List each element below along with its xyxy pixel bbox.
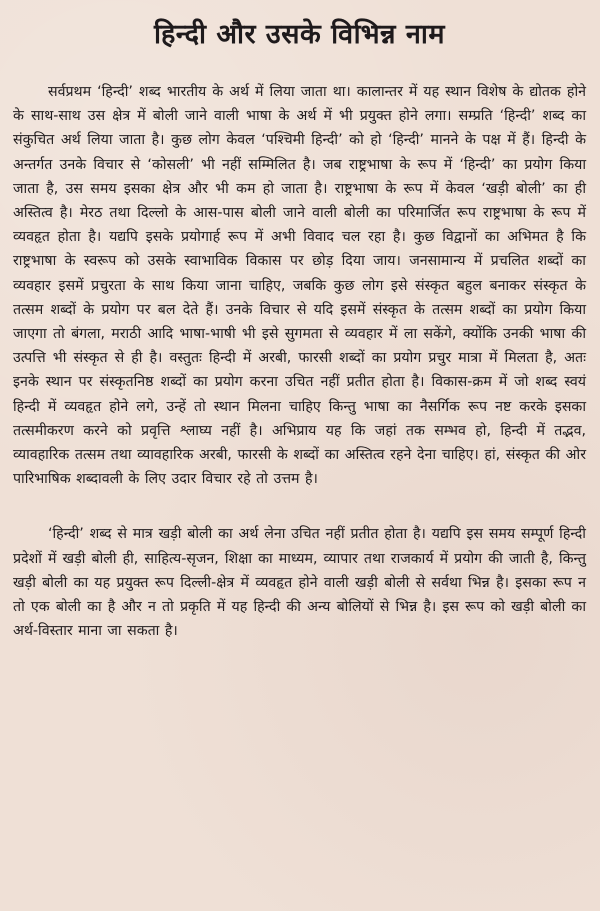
paragraph-2: ‘हिन्दी’ शब्द से मात्र खड़ी बोली का अर्थ लेना उचित नहीं प्रतीत होता है। यद्यपि इस समय सम्पूर्ण हिन्दी प्रदेशों में खड़ी बोली ही, साहित्य-सृजन, शिक्षा का माध्यम, व्यापार तथा राजकार्य में प्रयोग की जाती है, किन्तु खड़ी बोली का यह प्रयुक्त रूप दिल्ली-क्षेत्र में व्यवहृत होने वाली खड़ी बोली से सर्वथा भिन्न है। इसका रूप न तो एक बोली का है और न तो प्रकृति में यह हिन्दी की अन्य बोलियों से भिन्न है। इस रूप को खड़ी बोली का अर्थ-विस्तार माना जा सकता है। [13,526,586,640]
paragraph-1: सर्वप्रथम ‘हिन्दी’ शब्द भारतीय के अर्थ में लिया जाता था। कालान्तर में यह स्थान विशेष के द्योतक होने के साथ-साथ उस क्षेत्र में बोली जाने वाली भाषा के अर्थ में भी प्रयुक्त होने लगा। सम्प्रति ‘हिन्दी’ शब्द का संकुचित अर्थ लिया जाता है। कुछ लोग केवल ‘पश्चिमी हिन्दी’ को हो ‘हिन्दी’ मानने के पक्ष में हैं। हिन्दी के अन्तर्गत उनके विचार से ‘कोसली’ भी नहीं सम्मिलित है। जब राष्ट्रभाषा के रूप में ‘हिन्दी’ का प्रयोग किया जाता है, उस समय इसका क्षेत्र और भी कम हो जाता है। राष्ट्रभाषा के रूप में केवल ‘खड़ी बोली’ का ही अस्तित्व है। मेरठ तथा दिल्लो के आस-पास बोली जाने वाली बोली का परिमार्जित रूप राष्ट्रभाषा के रूप में व्यवहृत होता है। यद्यपि इसके प्रयोगार्ह रूप में अभी विवाद चल रहा है। कुछ विद्वानों का अभिमत है कि राष्ट्रभाषा के स्वरूप को उसके स्वाभाविक विकास पर छोड़ दिया जाय। जनसामान्य में प्रचलित शब्दों का व्यवहार इसमें प्रचुरता के साथ किया जाना चाहिए, जबकि कुछ लोग इसे संस्कृत बहुल बनाकर संस्कृत के तत्सम शब्दों के प्रयोग पर बल देते हैं। उनके विचार से यदि इसमें संस्कृत के तत्सम शब्दों का प्रयोग किया जाएगा तो बंगला, मराठी आदि भाषा-भाषी भी इसे सुगमता से व्यवहार में ला सकेंगे, क्योंकि उनकी भाषा की उत्पत्ति भी संस्कृत से ही है। वस्तुतः हिन्दी में अरबी, फारसी शब्दों का प्रयोग प्रचुर मात्रा में मिलता है, अतः इनके स्थान पर संस्कृतनिष्ठ शब्दों का प्रयोग करना उचित नहीं प्रतीत होता है। विकास-क्रम में जो शब्द स्वयं हिन्दी में व्यवहृत होने लगे, उन्हें तो स्थान मिलना चाहिए किन्तु भाषा का नैसर्गिक रूप नष्ट करके इसका तत्समीकरण करने को प्रवृत्ति श्लाघ्य नहीं है। अभिप्राय यह कि जहां तक सम्भव हो, हिन्दी में तद्भव, व्यावहारिक तत्सम तथा व्यावहारिक अरबी, फारसी के शब्दों का अस्तित्व रहने देना चाहिए। हां, संस्कृत की ओर पारिभाषिक शब्दावली के लिए उदार विचार रहे तो उत्तम है। [13,84,586,488]
page-title: हिन्दी और उसके विभिन्न नाम [153,19,446,50]
